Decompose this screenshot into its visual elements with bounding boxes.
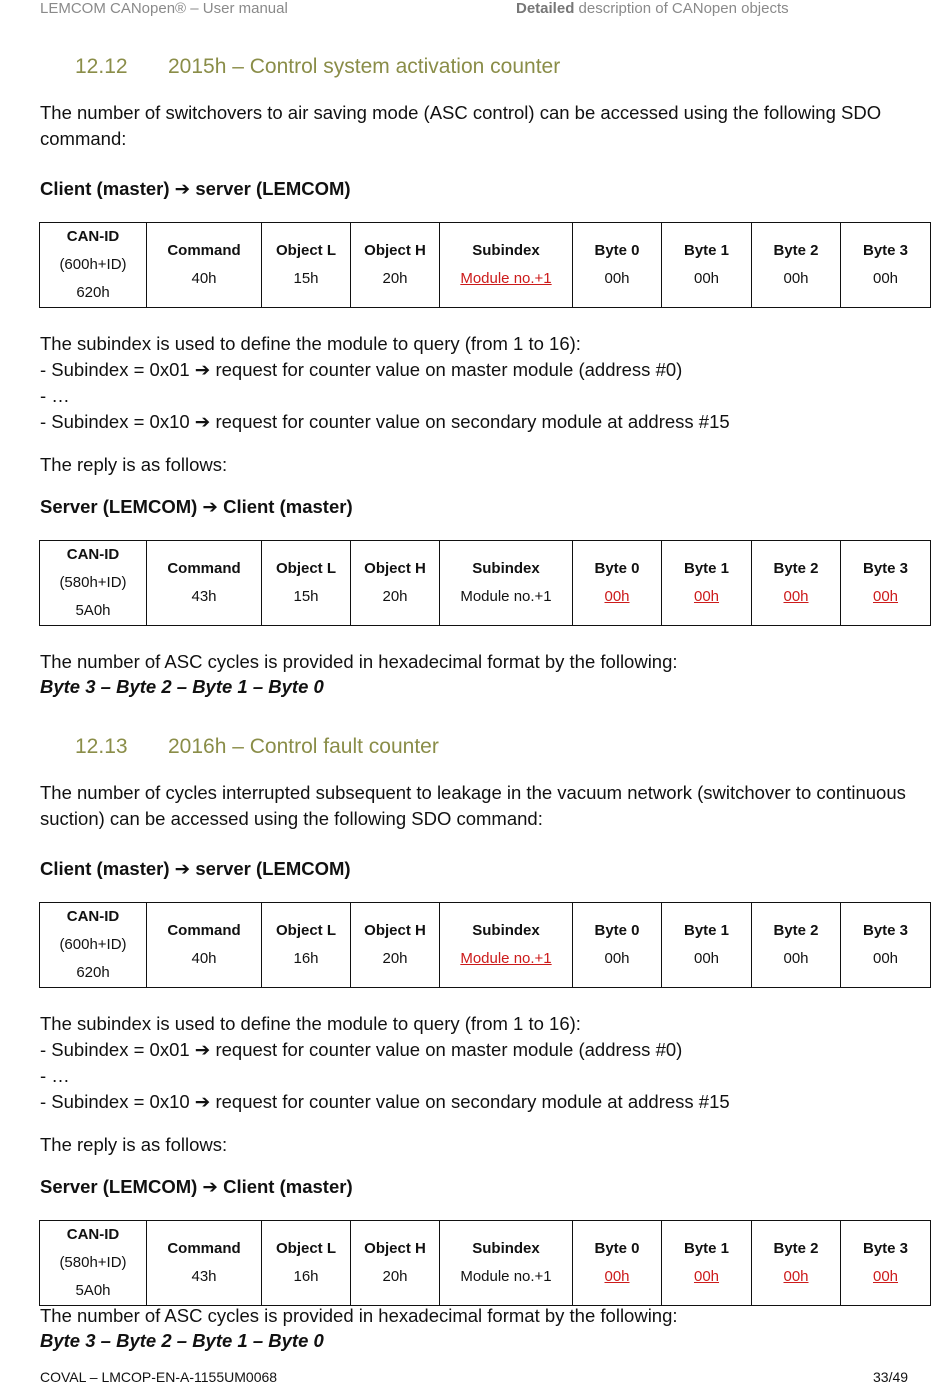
byte-0-cell: [573, 1221, 662, 1306]
subindex-cell: [440, 223, 573, 308]
column-header: Byte 2: [773, 922, 819, 939]
column-header: Byte 1: [683, 242, 730, 259]
section-number: 12.12: [75, 55, 128, 78]
column-header: Object L: [275, 922, 336, 939]
column-value: 00h: [693, 588, 720, 605]
can-id-formula: (580h+ID): [59, 574, 127, 591]
can-id-header: CAN-ID: [66, 1226, 120, 1243]
subindex-ellipsis: - …: [40, 1065, 70, 1086]
page-header-section: [516, 0, 789, 17]
arrow-right-icon: ➔: [174, 859, 191, 880]
section-intro: The number of switchovers to air saving mode (ASC control) can be accessed using the following SDO command:: [40, 102, 882, 149]
byte-3-cell: [841, 223, 931, 308]
arrow-right-icon: ➔: [174, 179, 191, 200]
column-value: 00h: [693, 270, 720, 287]
column-value: 00h: [604, 1268, 630, 1285]
subindex-last: - Subindex = 0x10 ➔ request for counter value on secondary module at address #15: [40, 410, 730, 433]
can-id-header: CAN-ID: [66, 908, 120, 925]
can-id-cell: [40, 1221, 147, 1306]
reply-intro: The reply is as follows:: [40, 1134, 228, 1155]
byte-1-cell: [662, 1221, 752, 1306]
byte-3-cell: [841, 903, 931, 988]
can-id-cell: [40, 223, 147, 308]
direction-from: Client (master): [40, 858, 170, 879]
column-header: Byte 3: [862, 922, 909, 939]
sdo-reply-table: [39, 1220, 931, 1306]
byte-2-cell: [752, 541, 841, 626]
byte-1-cell: [662, 541, 752, 626]
column-header: Object L: [275, 560, 336, 577]
column-value: 00h: [872, 270, 899, 287]
column-value: Module no.+1: [460, 270, 552, 287]
reply-direction-label: [40, 1176, 353, 1198]
column-header: Object L: [275, 1240, 336, 1257]
column-header: Subindex: [472, 922, 540, 939]
page-number: 33/49: [873, 1369, 909, 1385]
object-h-cell: [351, 223, 440, 308]
column-value: Module no.+1: [460, 588, 552, 605]
subindex-intro: The subindex is used to define the module to query (from 1 to 16):: [40, 333, 581, 354]
header-rest: description of CANopen objects: [574, 0, 789, 17]
object-l-cell: [262, 541, 351, 626]
section-title: 2016h – Control fault counter: [168, 735, 439, 758]
subindex-cell: [440, 541, 573, 626]
column-header: Command: [167, 560, 241, 577]
can-id-formula: (600h+ID): [59, 256, 127, 273]
can-id-value: 620h: [76, 964, 110, 981]
byte-3-cell: [841, 541, 931, 626]
sdo-request-table: [39, 902, 931, 988]
column-value: 20h: [382, 1268, 408, 1285]
column-header: Command: [167, 242, 241, 259]
column-header: Subindex: [472, 242, 540, 259]
byte-0-cell: [573, 541, 662, 626]
column-header: Byte 3: [862, 242, 909, 259]
column-header: Object H: [364, 242, 426, 259]
subindex-cell: [440, 903, 573, 988]
can-id-value: 620h: [76, 284, 110, 301]
column-header: Object H: [364, 560, 426, 577]
page-header-title: LEMCOM CANopen® – User manual: [40, 0, 288, 17]
direction-to: server (LEMCOM): [195, 178, 351, 199]
arrow-right-icon: ➔: [202, 497, 218, 518]
direction-from: Client (master): [40, 178, 170, 199]
byte-2-cell: [752, 1221, 841, 1306]
direction-from: Server (LEMCOM): [40, 496, 198, 517]
column-value: 00h: [872, 588, 899, 605]
column-header: Object L: [275, 242, 336, 259]
column-header: Command: [167, 922, 241, 939]
column-header: Byte 3: [862, 560, 909, 577]
can-id-header: CAN-ID: [66, 546, 120, 563]
object-h-cell: [351, 541, 440, 626]
column-header: Subindex: [472, 1240, 540, 1257]
subindex-cell: [440, 1221, 573, 1306]
command-cell: [147, 541, 262, 626]
object-l-cell: [262, 1221, 351, 1306]
command-cell: [147, 223, 262, 308]
arrow-right-icon: ➔: [194, 1091, 211, 1113]
column-value: 00h: [604, 270, 630, 287]
subindex-description: [40, 331, 920, 435]
column-value: 43h: [191, 588, 217, 605]
sdo-reply-table: [39, 540, 931, 626]
can-id-formula: (600h+ID): [59, 936, 127, 953]
column-value: 00h: [872, 1268, 899, 1285]
arrow-right-icon: ➔: [194, 411, 211, 433]
can-id-cell: [40, 541, 147, 626]
can-id-value: 5A0h: [75, 1282, 111, 1299]
column-value: 40h: [191, 950, 217, 967]
object-h-cell: [351, 1221, 440, 1306]
byte-2-cell: [752, 903, 841, 988]
direction-to: server (LEMCOM): [195, 858, 351, 879]
direction-to: Client (master): [223, 1176, 353, 1197]
subindex-ellipsis: - …: [40, 385, 70, 406]
subindex-intro: The subindex is used to define the module to query (from 1 to 16):: [40, 1013, 581, 1034]
column-value: 15h: [293, 270, 319, 287]
byte-order: Byte 3 – Byte 2 – Byte 1 – Byte 0: [40, 1330, 324, 1351]
command-cell: [147, 1221, 262, 1306]
arrow-right-icon: ➔: [202, 1177, 218, 1198]
can-id-header: CAN-ID: [66, 228, 120, 245]
section-title: 2015h – Control system activation counter: [168, 55, 561, 78]
section-number: 12.13: [75, 735, 128, 758]
arrow-right-icon: ➔: [194, 359, 211, 381]
arrow-right-icon: ➔: [194, 1039, 211, 1061]
column-value: 00h: [604, 588, 630, 605]
column-value: 40h: [191, 270, 217, 287]
column-value: 20h: [382, 950, 408, 967]
byte-order: Byte 3 – Byte 2 – Byte 1 – Byte 0: [40, 676, 324, 697]
subindex-first: - Subindex = 0x01 ➔ request for counter value on master module (address #0): [40, 1038, 683, 1061]
direction-from: Server (LEMCOM): [40, 1176, 198, 1197]
section-intro: The number of cycles interrupted subsequent to leakage in the vacuum network (switchover to continuous suction) can be accessed using the following SDO command:: [40, 782, 906, 829]
byte-1-cell: [662, 223, 752, 308]
subindex-description: [40, 1011, 920, 1115]
command-cell: [147, 903, 262, 988]
byte-1-cell: [662, 903, 752, 988]
column-value: 00h: [783, 1268, 809, 1285]
direction-to: Client (master): [223, 496, 353, 517]
column-header: Byte 1: [683, 560, 730, 577]
can-id-formula: (580h+ID): [59, 1254, 127, 1271]
column-value: 15h: [293, 588, 319, 605]
column-value: 20h: [382, 588, 408, 605]
section-heading-12-12: [75, 55, 560, 79]
request-direction-label: [40, 858, 351, 880]
column-header: Byte 0: [594, 1240, 640, 1257]
format-description: The number of ASC cycles is provided in hexadecimal format by the following:: [40, 651, 678, 672]
column-value: 43h: [191, 1268, 217, 1285]
column-header: Byte 2: [773, 560, 819, 577]
column-header: Byte 1: [683, 1240, 730, 1257]
byte-3-cell: [841, 1221, 931, 1306]
column-header: Byte 0: [594, 560, 640, 577]
can-id-cell: [40, 903, 147, 988]
object-h-cell: [351, 903, 440, 988]
column-header: Byte 0: [594, 242, 640, 259]
column-value: Module no.+1: [460, 1268, 552, 1285]
column-value: 00h: [783, 588, 809, 605]
reply-intro: The reply is as follows:: [40, 454, 228, 475]
byte-0-cell: [573, 903, 662, 988]
column-header: Byte 3: [862, 1240, 909, 1257]
sdo-request-table: [39, 222, 931, 308]
column-header: Object H: [364, 1240, 426, 1257]
column-header: Byte 0: [594, 922, 640, 939]
column-header: Byte 1: [683, 922, 730, 939]
column-value: 16h: [293, 1268, 319, 1285]
column-header: Subindex: [472, 560, 540, 577]
column-value: 00h: [693, 950, 720, 967]
section-heading-12-13: [75, 735, 439, 759]
column-header: Object H: [364, 922, 426, 939]
column-value: 00h: [783, 270, 809, 287]
object-l-cell: [262, 223, 351, 308]
column-value: 00h: [604, 950, 630, 967]
format-description: The number of ASC cycles is provided in hexadecimal format by the following:: [40, 1305, 678, 1326]
column-value: Module no.+1: [460, 950, 552, 967]
page-footer-docref: COVAL – LMCOP-EN-A-1155UM0068: [40, 1369, 278, 1385]
subindex-first: - Subindex = 0x01 ➔ request for counter value on master module (address #0): [40, 358, 683, 381]
column-header: Byte 2: [773, 242, 819, 259]
subindex-last: - Subindex = 0x10 ➔ request for counter value on secondary module at address #15: [40, 1090, 730, 1113]
column-value: 00h: [783, 950, 809, 967]
header-bold-word: Detailed: [516, 0, 575, 17]
column-value: 00h: [872, 950, 899, 967]
column-value: 16h: [293, 950, 319, 967]
request-direction-label: [40, 178, 351, 200]
column-header: Byte 2: [773, 1240, 819, 1257]
can-id-value: 5A0h: [75, 602, 111, 619]
column-header: Command: [167, 1240, 241, 1257]
byte-2-cell: [752, 223, 841, 308]
reply-direction-label: [40, 496, 353, 518]
byte-0-cell: [573, 223, 662, 308]
object-l-cell: [262, 903, 351, 988]
column-value: 20h: [382, 270, 408, 287]
column-value: 00h: [693, 1268, 720, 1285]
